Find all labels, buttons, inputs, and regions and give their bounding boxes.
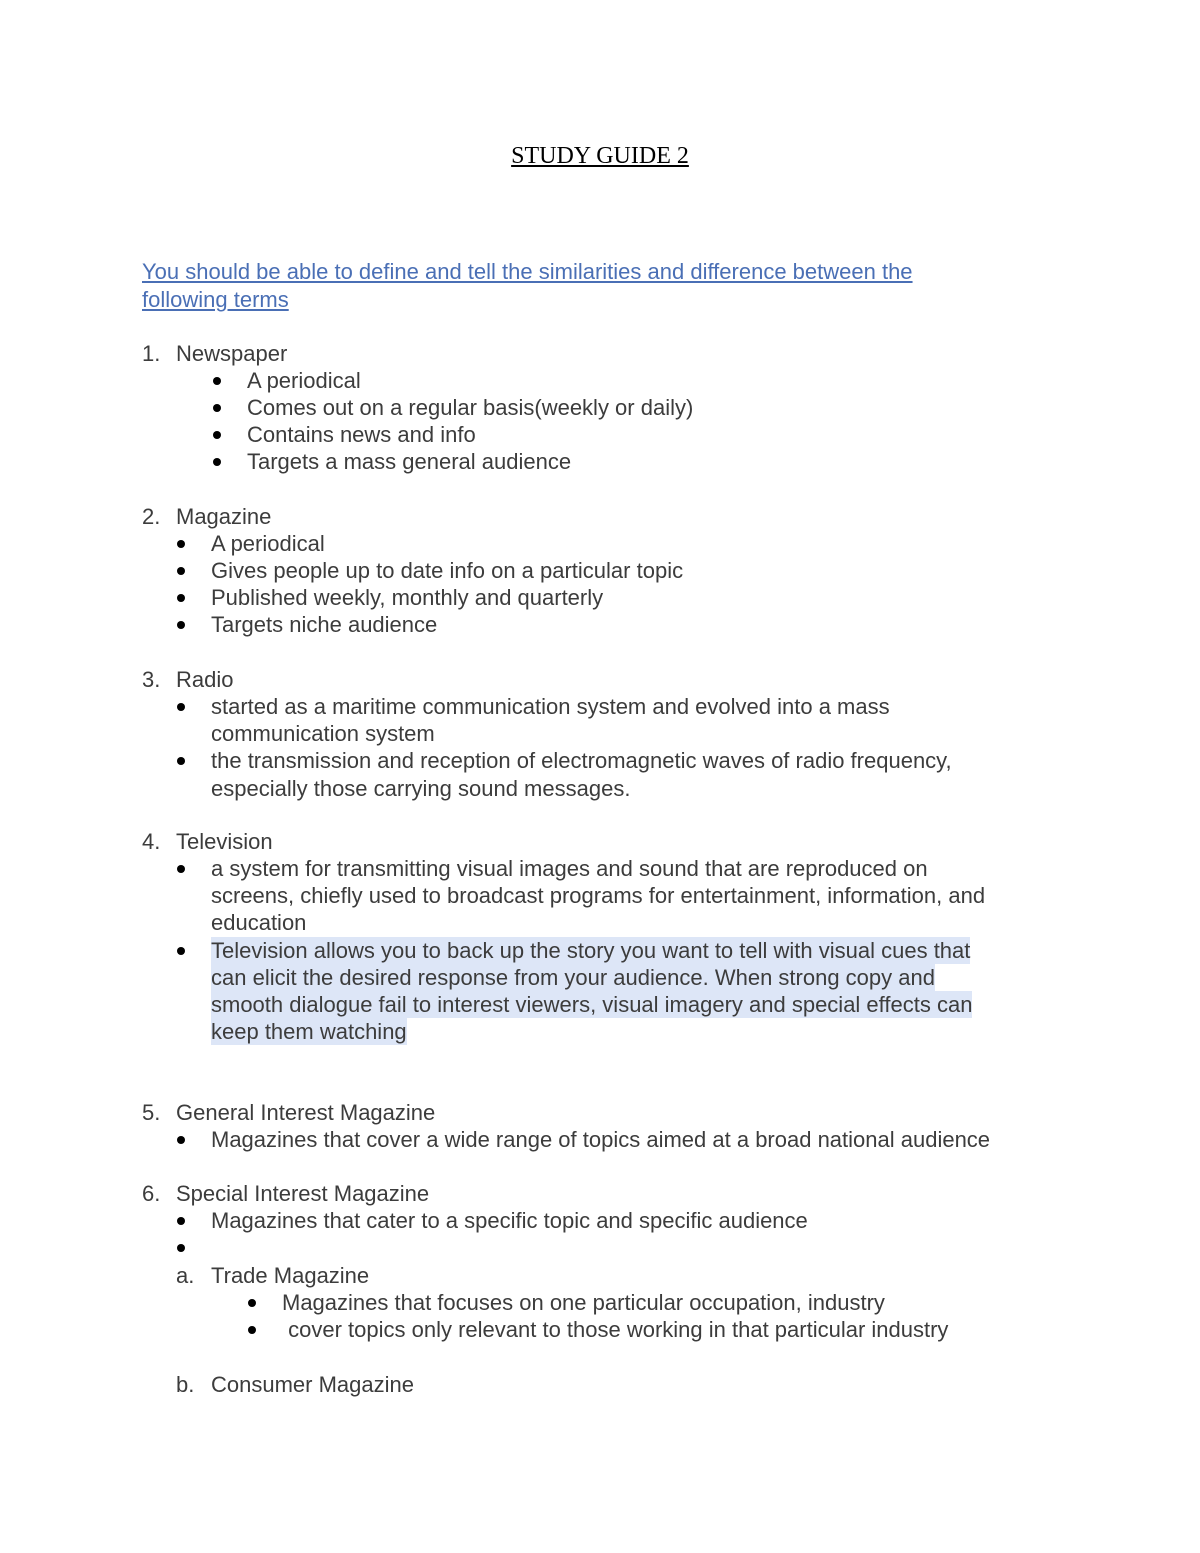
subterm-heading-trade: Trade Magazine — [211, 1263, 370, 1288]
bullet-icon — [177, 947, 185, 955]
list-item-line: screens, chiefly used to broadcast programs for entertainment, information, and — [211, 883, 986, 908]
list-item: Magazines that focuses on one particular occupation, industry — [282, 1290, 885, 1315]
highlighted-text-line: keep them watching — [211, 1019, 407, 1044]
intro-line-1: You should be able to define and tell the similarities and difference between the — [142, 259, 913, 284]
list-item: Published weekly, monthly and quarterly — [211, 585, 604, 610]
item-number: 4. — [142, 829, 161, 854]
intro-instruction — [142, 258, 1002, 314]
term-heading-radio: Radio — [176, 667, 234, 692]
bullet-icon — [213, 458, 221, 466]
bullet-icon — [177, 1244, 185, 1252]
list-item: Gives people up to date info on a particular topic — [211, 558, 684, 583]
list-item: Magazines that cover a wide range of topics aimed at a broad national audience — [211, 1127, 991, 1152]
subitem-letter: a. — [176, 1263, 195, 1288]
term-heading-general-interest: General Interest Magazine — [176, 1100, 436, 1125]
list-item: Targets niche audience — [211, 612, 438, 637]
item-number: 2. — [142, 504, 161, 529]
bullet-icon — [213, 404, 221, 412]
item-number: 6. — [142, 1181, 161, 1206]
item-number: 3. — [142, 667, 161, 692]
list-item-line: communication system — [211, 721, 435, 746]
list-item: cover topics only relevant to those working in that particular industry — [282, 1317, 949, 1342]
list-item-line: the transmission and reception of electromagnetic waves of radio frequency, — [211, 748, 952, 773]
intro-line-2: following terms — [142, 287, 289, 312]
page-title: STUDY GUIDE 2 — [511, 143, 689, 169]
bullet-icon — [177, 567, 185, 575]
item-number: 1. — [142, 341, 161, 366]
list-item-line: a system for transmitting visual images and sound that are reproduced on — [211, 856, 928, 881]
term-heading-special-interest: Special Interest Magazine — [176, 1181, 430, 1206]
subitem-letter: b. — [176, 1372, 195, 1397]
list-item: Comes out on a regular basis(weekly or daily) — [247, 395, 694, 420]
bullet-icon — [177, 757, 185, 765]
bullet-icon — [213, 377, 221, 385]
list-item: A periodical — [211, 531, 325, 556]
bullet-icon — [177, 865, 185, 873]
bullet-icon — [177, 1217, 185, 1225]
term-heading-newspaper: Newspaper — [176, 341, 288, 366]
bullet-icon — [248, 1299, 256, 1307]
list-item-line: started as a maritime communication system and evolved into a mass — [211, 694, 890, 719]
list-item-line: education — [211, 910, 307, 935]
term-heading-magazine: Magazine — [176, 504, 272, 529]
bullet-icon — [177, 540, 185, 548]
highlighted-text-line: can elicit the desired response from your audience. When strong copy and — [211, 965, 935, 990]
highlighted-text-line: Television allows you to back up the story you want to tell with visual cues that — [211, 938, 971, 963]
item-number: 5. — [142, 1100, 161, 1125]
bullet-icon — [177, 594, 185, 602]
list-item-line: especially those carrying sound messages. — [211, 776, 631, 801]
bullet-icon — [213, 431, 221, 439]
list-item: A periodical — [247, 368, 361, 393]
list-item: Contains news and info — [247, 422, 476, 447]
list-item: Targets a mass general audience — [247, 449, 572, 474]
bullet-icon — [177, 1136, 185, 1144]
bullet-icon — [177, 703, 185, 711]
list-item: Magazines that cater to a specific topic and specific audience — [211, 1208, 808, 1233]
highlighted-text-line: smooth dialogue fail to interest viewers, visual imagery and special effects can — [211, 992, 973, 1017]
subterm-heading-consumer: Consumer Magazine — [211, 1372, 414, 1397]
bullet-icon — [248, 1326, 256, 1334]
term-heading-television: Television — [176, 829, 273, 854]
bullet-icon — [177, 621, 185, 629]
